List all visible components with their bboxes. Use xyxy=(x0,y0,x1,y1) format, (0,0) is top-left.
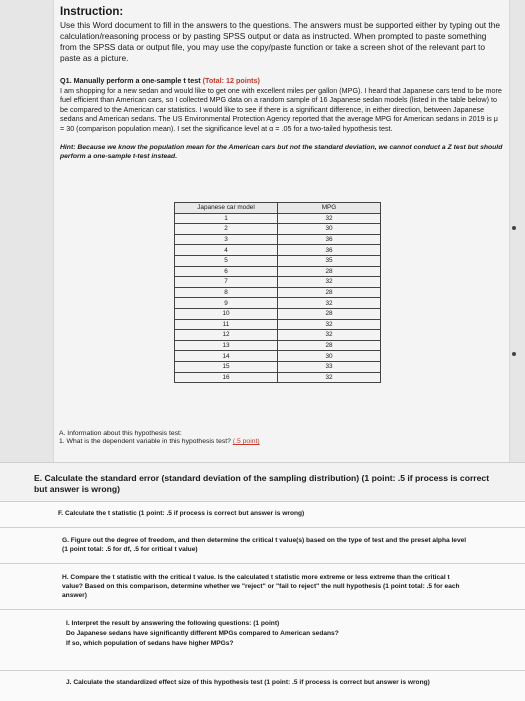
table-row xyxy=(175,319,381,330)
mpg-cell: 32 xyxy=(278,330,381,341)
part-f-section xyxy=(0,501,525,528)
question-one-title xyxy=(60,76,503,86)
mpg-cell: 35 xyxy=(278,255,381,266)
table-row xyxy=(175,330,381,341)
model-cell: 6 xyxy=(175,266,278,277)
part-a xyxy=(59,430,260,447)
q1-title-points: (Total: 12 points) xyxy=(202,76,260,85)
table-row xyxy=(175,245,381,256)
table-row xyxy=(175,277,381,288)
mpg-cell: 32 xyxy=(278,298,381,309)
mpg-cell: 36 xyxy=(278,245,381,256)
part-h-text: H. Compare the t statistic with the critical t value. Is the calculated t statistic more extreme or less extreme than the critical t value? Based on this comparison, determine whether we "reject" or "fail to reject" the null hypothesis (1 point total: .5 for each answer) xyxy=(62,574,460,599)
model-cell: 12 xyxy=(175,330,278,341)
page-edge-mark xyxy=(512,226,516,230)
part-j-section xyxy=(0,670,525,701)
instruction-body: Use this Word document to fill in the answers to the questions. The answers must be supported either by typing out the calculation/reasoning process or by pasting SPSS output or data as instructed. When prompted to paste something from the SPSS data or output file, you may use the copy/paste function or take a screen shot of the relevant part to paste as a picture. xyxy=(60,20,501,63)
table-row xyxy=(175,351,381,362)
part-a-heading: A. Information about this hypothesis test: xyxy=(59,430,182,437)
mpg-cell: 28 xyxy=(278,340,381,351)
model-cell: 5 xyxy=(175,255,278,266)
table-row xyxy=(175,266,381,277)
model-cell: 3 xyxy=(175,234,278,245)
table-row xyxy=(175,340,381,351)
model-cell: 8 xyxy=(175,287,278,298)
part-i-line-1: I. Interpret the result by answering the following questions: (1 point) xyxy=(66,620,280,627)
table-row xyxy=(175,308,381,319)
table-header-row xyxy=(175,203,381,214)
table-row xyxy=(175,298,381,309)
model-cell: 4 xyxy=(175,245,278,256)
instruction-title: Instruction: xyxy=(60,6,124,18)
hint-text: Hint: Because we know the population mean for the American cars but not the standard deviation, we cannot conduct a Z test but should perform a one-sample t-test instead. xyxy=(60,143,503,160)
table-row xyxy=(175,372,381,383)
model-cell: 1 xyxy=(175,213,278,224)
mpg-cell: 32 xyxy=(278,319,381,330)
part-e-section xyxy=(0,462,525,502)
mpg-cell: 36 xyxy=(278,234,381,245)
table-row xyxy=(175,361,381,372)
table-row xyxy=(175,213,381,224)
part-e-text: E. Calculate the standard error (standard deviation of the sampling distribution) (1 point: .5 if process is correct but answer is wrong) xyxy=(34,473,490,494)
model-cell: 16 xyxy=(175,372,278,383)
part-h-section xyxy=(0,563,525,610)
q1-title-text: Q1. Manually perform a one-sample t test xyxy=(60,76,203,85)
mpg-cell: 33 xyxy=(278,361,381,372)
page-edge-mark xyxy=(512,352,516,356)
table-row xyxy=(175,224,381,235)
header-mpg: MPG xyxy=(278,203,381,214)
header-model: Japanese car model xyxy=(175,203,278,214)
mpg-cell: 32 xyxy=(278,277,381,288)
table-row xyxy=(175,255,381,266)
mpg-cell: 30 xyxy=(278,351,381,362)
part-a-q1-points: (.5 point) xyxy=(232,438,260,446)
page-one xyxy=(54,0,509,462)
mpg-cell: 30 xyxy=(278,224,381,235)
mpg-cell: 28 xyxy=(278,308,381,319)
part-i-line-3: If so, which population of sedans have higher MPGs? xyxy=(66,640,234,647)
model-cell: 15 xyxy=(175,361,278,372)
part-f-text: F. Calculate the t statistic (1 point: .5 if process is correct but answer is wrong) xyxy=(58,510,305,517)
model-cell: 10 xyxy=(175,308,278,319)
question-one-body: I am shopping for a new sedan and would like to get one with excellent miles per gallon (MPG). I heard that Japanese cars tend to be more fuel efficient than American cars, so I collected MPG data on a random sample of 16 Japanese sedan models (listed in the table below) to be compared to the American car statistics. I would like to see if there is a significant difference, in either direction, between Japanese sedans and American sedans. The US Environmental Protection Agency reported that the average MPG for American sedans in 2019 is μ = 30 (comparison population mean). I set the significance level at α = .05 for a two-tailed hypothesis test. xyxy=(60,85,502,133)
model-cell: 13 xyxy=(175,340,278,351)
part-a-question-1 xyxy=(59,438,260,446)
part-g-text: G. Figure out the degree of freedom, and then determine the critical t value(s) based on the type of test and the preset alpha level (1 point total: .5 for df, .5 for critical t value) xyxy=(62,537,467,553)
part-i-section xyxy=(0,609,525,671)
part-g-section xyxy=(0,527,525,564)
mpg-cell: 28 xyxy=(278,266,381,277)
model-cell: 7 xyxy=(175,277,278,288)
model-cell: 2 xyxy=(175,224,278,235)
part-a-q1-text: 1. What is the dependent variable in this hypothesis test? xyxy=(59,438,233,446)
table-row xyxy=(175,287,381,298)
model-cell: 11 xyxy=(175,319,278,330)
model-cell: 9 xyxy=(175,298,278,309)
table-row xyxy=(175,234,381,245)
mpg-table xyxy=(174,202,381,383)
mpg-cell: 32 xyxy=(278,213,381,224)
question-one xyxy=(60,76,503,134)
part-i-line-2: Do Japanese sedans have significantly different MPGs compared to American sedans? xyxy=(66,630,339,637)
model-cell: 14 xyxy=(175,351,278,362)
mpg-cell: 28 xyxy=(278,287,381,298)
part-j-text: J. Calculate the standardized effect size of this hypothesis test (1 point: .5 if process is correct but answer is wrong) xyxy=(66,679,430,686)
mpg-cell: 32 xyxy=(278,372,381,383)
